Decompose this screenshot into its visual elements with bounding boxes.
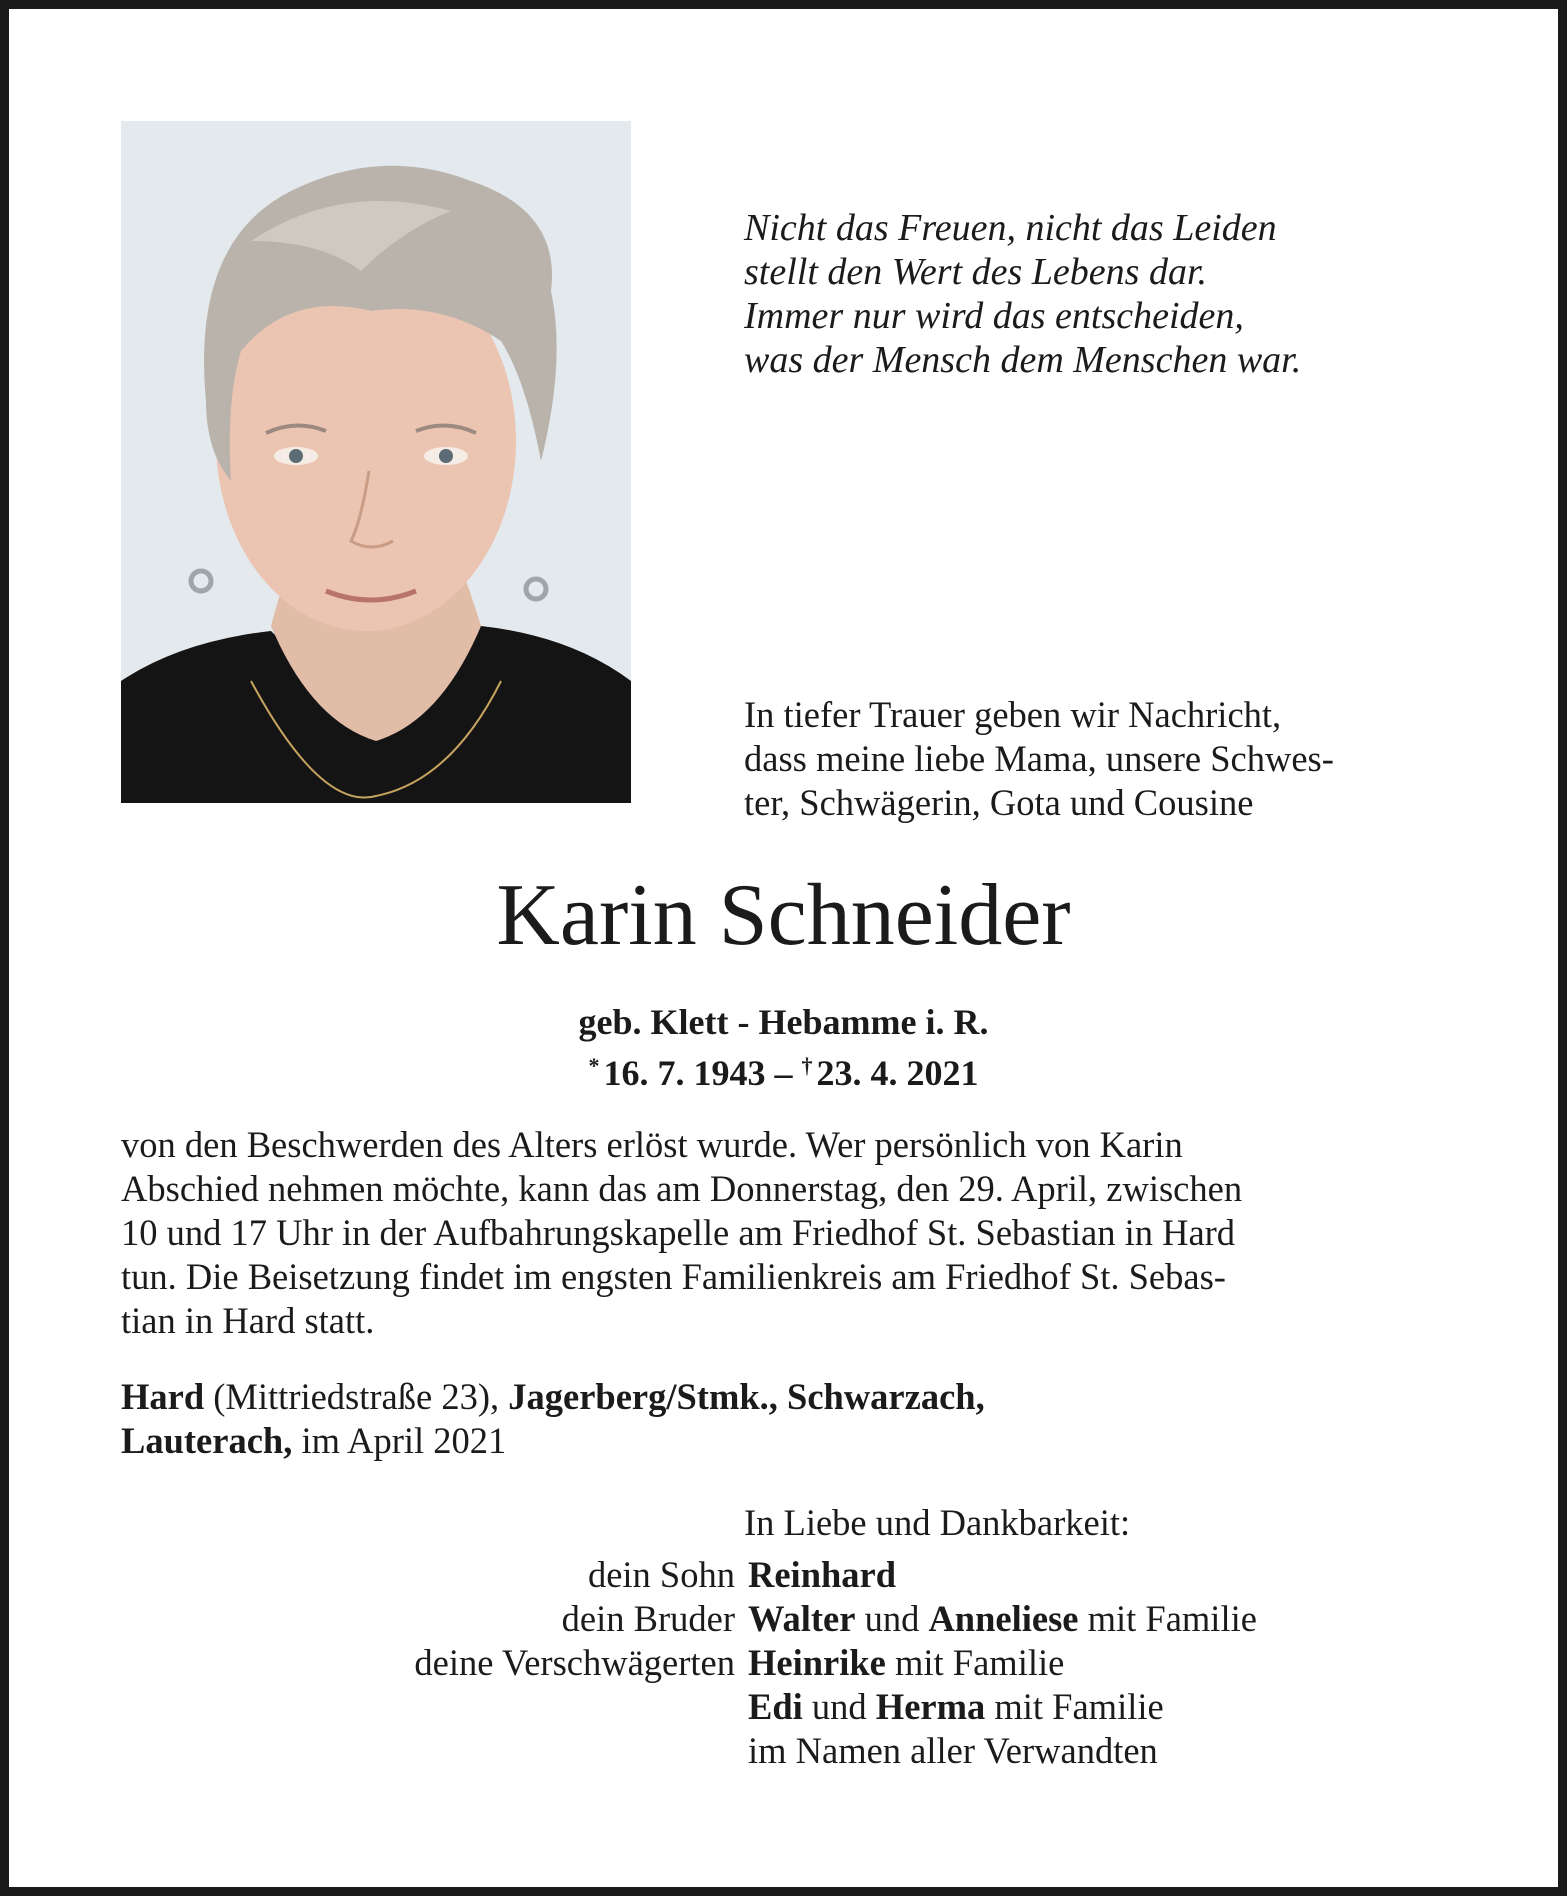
portrait-photo — [121, 121, 631, 803]
date-separator: – — [774, 1053, 793, 1093]
closing-line: im Namen aller Verwandten — [748, 1730, 1158, 1771]
notice-date: im April 2021 — [292, 1420, 507, 1461]
quote-line: Nicht das Freuen, nicht das Leiden — [744, 207, 1277, 249]
body-text — [121, 1123, 1437, 1343]
relation-label: deine Verschwägerten — [414, 1642, 735, 1683]
quote-line: Immer nur wird das entscheiden, — [744, 295, 1244, 337]
mourner-name: Edi — [748, 1686, 803, 1727]
body-line: Abschied nehmen möchte, kann das am Donnerstag, den 29. April, zwischen — [121, 1168, 1243, 1209]
death-date: 23. 4. 2021 — [816, 1053, 979, 1093]
mourners-title: In Liebe und Dankbarkeit: — [744, 1502, 1131, 1543]
place-lauterach: Lauterach, — [121, 1420, 293, 1461]
mourner-row — [200, 1597, 1460, 1641]
body-line: tun. Die Beisetzung findet im engsten Familienkreis am Friedhof St. Sebas- — [121, 1256, 1226, 1297]
mourner-name: Heinrike — [748, 1642, 886, 1683]
mourner-row — [200, 1553, 1460, 1597]
conjunction: und — [802, 1686, 876, 1727]
deceased-subtitle: geb. Klett - Hebamme i. R. — [578, 1002, 989, 1042]
mourner-name: Reinhard — [748, 1554, 897, 1595]
conjunction: und — [855, 1598, 929, 1639]
place-hard: Hard — [121, 1376, 205, 1417]
address: (Mittriedstraße 23), — [204, 1376, 509, 1417]
life-dates — [0, 1044, 1567, 1095]
mourners-list — [200, 1553, 1460, 1773]
mourner-row — [200, 1729, 1460, 1773]
mourner-name: Herma — [875, 1686, 986, 1727]
place-list: Jagerberg/Stmk., Schwarzach, — [508, 1376, 985, 1417]
deceased-details — [0, 1000, 1567, 1095]
intro-line: dass meine liebe Mama, unsere Schwes- — [744, 738, 1334, 779]
intro-text — [744, 693, 1444, 825]
mourner-name: Walter — [748, 1598, 856, 1639]
body-line: tian in Hard statt. — [121, 1300, 375, 1341]
relation-label: dein Bruder — [561, 1598, 735, 1639]
quote-line: was der Mensch dem Menschen war. — [744, 339, 1302, 381]
birth-symbol: * — [588, 1053, 600, 1078]
with-family: mit Familie — [885, 1642, 1065, 1683]
body-line: 10 und 17 Uhr in der Aufbahrungskapelle am Friedhof St. Sebastian in Hard — [121, 1212, 1236, 1253]
with-family: mit Familie — [1078, 1598, 1257, 1639]
relation-label: dein Sohn — [587, 1554, 735, 1595]
intro-line: In tiefer Trauer geben wir Nachricht, — [744, 694, 1282, 735]
mourner-row — [200, 1685, 1460, 1729]
birth-date: 16. 7. 1943 — [603, 1053, 766, 1093]
quote-line: stellt den Wert des Lebens dar. — [744, 251, 1208, 293]
intro-line: ter, Schwägerin, Gota und Cousine — [744, 782, 1254, 823]
with-family: mit Familie — [985, 1686, 1164, 1727]
death-symbol: † — [801, 1053, 813, 1078]
mourner-name: Anneliese — [928, 1598, 1079, 1639]
mourner-row — [200, 1641, 1460, 1685]
quote-poem — [744, 206, 1444, 382]
deceased-name: Karin Schneider — [496, 867, 1071, 964]
place-and-date — [121, 1375, 1437, 1463]
body-line: von den Beschwerden des Alters erlöst wurde. Wer persönlich von Karin — [121, 1124, 1183, 1165]
